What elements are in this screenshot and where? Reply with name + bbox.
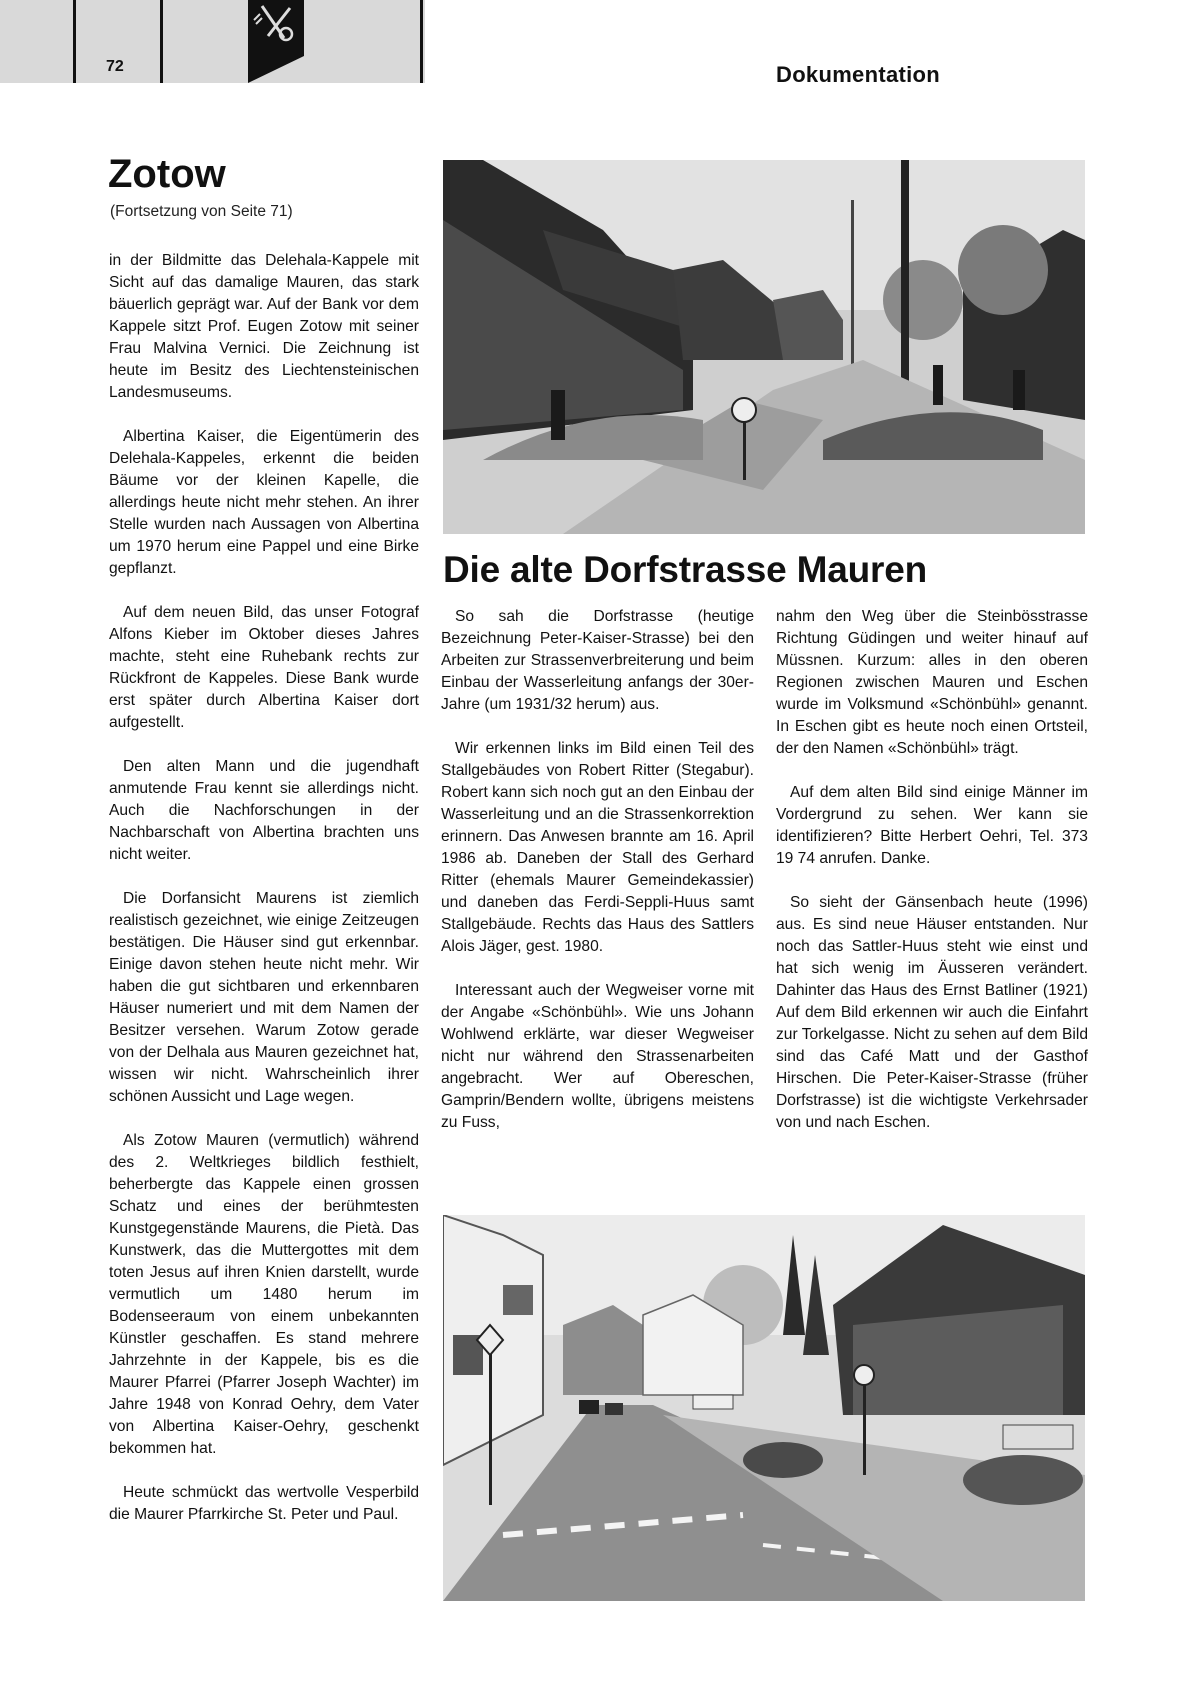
section-label: Dokumentation — [776, 62, 941, 87]
header-band — [0, 0, 425, 83]
article-headline: Die alte Dorfstrasse Mauren — [443, 549, 928, 590]
paragraph: Die Dorfansicht Maurens ist ziemlich realistisch gezeichnet, wie einige Zeitzeugen bestätigen. Die Häuser sind gut erkennbar. Einige davon stehen heute nicht mehr. Wir haben die gut sichtbaren und erkennbaren Häuser numeriert und mit dem Namen der Besitzer versehen. Warum Zotow gerade von der Delhala aus Mauren gezeichnet hat, wissen wir nicht. Wahrscheinlich ihrer schönen Aussicht und Lage wegen. — [109, 890, 419, 1105]
article-title: Zotow — [108, 152, 226, 196]
page-number: 72 — [106, 58, 124, 75]
historic-street-photo — [443, 160, 1085, 534]
modern-street-photo — [443, 1215, 1085, 1601]
coat-of-arms-icon — [248, 0, 304, 83]
header-rule — [420, 0, 423, 83]
paragraph: in der Bildmitte das Delehala-Kappele mit Sicht auf das damalige Mauren, das stark bäuerlich geprägt war. Auf der Bank vor dem Kappele sitzt Prof. Eugen Zotow mit seiner Frau Malvina Vernici. Die Zeichnung ist heute im Besitz des Liechtensteinischen Landesmuseums. — [109, 252, 419, 401]
article2-column-2 — [776, 606, 1088, 1156]
paragraph: nahm den Weg über die Steinbösstrasse Richtung Güdingen und weiter hinauf auf Müssnen. Kurzum: alles in den oberen Regionen zwischen Mauren und Eschen wurde im Volksmund «Schönbühl» genannt. In Eschen gibt es heute noch einen Ortsteil, der den Namen «Schönbühl» trägt. — [776, 608, 1088, 757]
paragraph: Als Zotow Mauren (vermutlich) während des 2. Weltkrieges bildlich festhielt, beherbergte das Kappele einen grossen Schatz und eines der berühmtesten Kunstgegenstände Maurens, die Pietà. Das Kunstwerk, das die Muttergottes mit dem toten Jesus auf ihren Knien darstellt, wurde vermutlich um 1480 herum im Bodenseeraum von einem unbekannten Künstler geschaffen. Es stand mehrere Jahrzehnte in der Kappele, bis es die Maurer Pfarrei (Pfarrer Joseph Wachter) im Jahre 1948 von Konrad Oehry, dem Vater von Albertina Kaiser-Oehry, geschenkt bekommen hat. — [109, 1132, 419, 1457]
paragraph: Albertina Kaiser, die Eigentümerin des Delehala-Kappeles, erkennt die beiden Bäume vor der kleinen Kapelle, die allerdings heute nicht mehr stehen. An ihrer Stelle wurden nach Aussagen von Albertina um 1970 herum eine Pappel und eine Birke gepflanzt. — [109, 428, 419, 577]
paragraph: So sieht der Gänsenbach heute (1996) aus. Es sind neue Häuser entstanden. Nur noch das Sattler-Huus steht wie einst und hat sich wenig im Äusseren verändert. Dahinter das Haus des Ernst Batliner (1921) Auf dem Bild erkennen wir auch die Einfahrt zur Torkelgasse. Nicht zu sehen auf dem Bild sind das Café Matt und der Gasthof Hirschen. Die Peter-Kaiser-Strasse (früher Dorfstrasse) ist die wichtigste Verkehrsader von und nach Eschen. — [776, 894, 1088, 1131]
header-rule — [73, 0, 76, 83]
paragraph: Den alten Mann und die jugendhaft anmutende Frau kennt sie allerdings nicht. Auch die Nachforschungen in der Nachbarschaft von Albertina brachten uns nicht weiter. — [109, 758, 419, 863]
paragraph: Wir erkennen links im Bild einen Teil des Stallgebäudes von Robert Ritter (Stegabur). Robert kann sich noch gut an den Einbau der Wasserleitung und an die Strassenkorrektion erinnern. Das Anwesen brannte am 16. April 1986 ab. Daneben der Stall des Gerhard Ritter (ehemals Maurer Gemeindekassier) und daneben das Ferdi-Seppli-Huus samt Stallgebäude. Rechts das Haus des Sattlers Alois Jäger, gest. 1980. — [441, 740, 754, 955]
article1-column — [109, 250, 419, 1548]
paragraph: Heute schmückt das wertvolle Vesperbild die Maurer Pfarrkirche St. Peter und Paul. — [109, 1484, 419, 1523]
article2-column-1 — [441, 606, 754, 1156]
header-rule — [160, 0, 163, 83]
article-subtitle: (Fortsetzung von Seite 71) — [110, 203, 293, 220]
paragraph: So sah die Dorfstrasse (heutige Bezeichnung Peter-Kaiser-Strasse) bei den Arbeiten zur Strassenverbreiterung und beim Einbau der Wasserleitung anfangs der 30er-Jahre (um 1931/32 herum) aus. — [441, 608, 754, 713]
paragraph: Auf dem neuen Bild, das unser Fotograf Alfons Kieber im Oktober dieses Jahres machte, steht eine Ruhebank rechts zur Rückfront de Kappeles. Diese Bank wurde erst später durch Albertina Kaiser dort aufgestellt. — [109, 604, 419, 731]
paragraph: Interessant auch der Wegweiser vorne mit der Angabe «Schönbühl». Wie uns Johann Wohlwend erklärte, war dieser Wegweiser nicht nur während den Strassenarbeiten angebracht. Wer auf Obereschen, Gamprin/Bendern wollte, übrigens meistens zu Fuss, — [441, 982, 754, 1131]
paragraph: Auf dem alten Bild sind einige Männer im Vordergrund zu sehen. Wer kann sie identifizieren? Bitte Herbert Oehri, Tel. 373 19 74 anrufen. Danke. — [776, 784, 1088, 867]
